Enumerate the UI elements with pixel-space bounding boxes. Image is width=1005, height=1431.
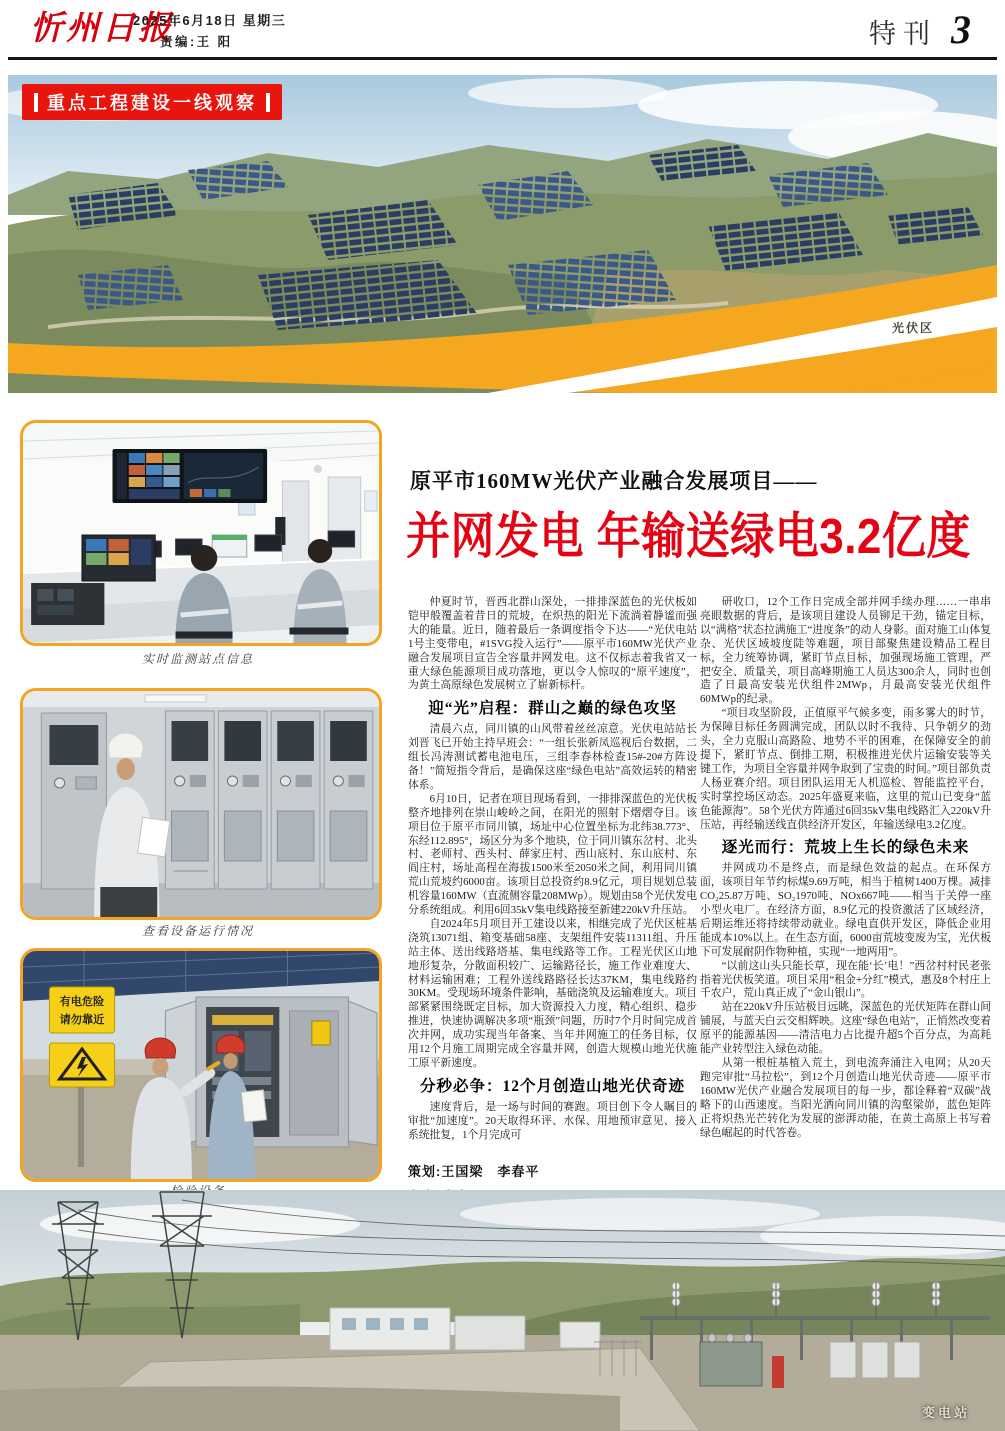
page-number: 3 [951,7,971,52]
article-paragraph: 自2024年5月项目开工建设以来，相继完成了光伏区桩基浇筑13071组、箱变基础58座、支架组件安装11311组、升压站主体、送出线路塔基、集电线路等工作。工程光伏区山地地形复杂，分散面积较广、运输路径长，施工作业难度大、材料运输困难；工程外送线路路径长达37KM，集电线路约30KM。受现场环境条件影响，基础浇筑及运输难度大。项目部紧紧围绕既定目标，加大资源投入力度，精心组织、稳步推进，快速协调解决多项“瓶颈”问题，历时7个月时间完成首次并网，成功实现当年备案、当年并网施工的任务目标，仅用12个月施工周期完成全容量并网，创造大规模山地光伏施工原平新速度。 [408,917,697,1069]
section-label: 特刊 [869,19,937,49]
credit-line: 策划:王国梁 李春平 [408,1163,540,1179]
editor-line: 责编:王 阳 [160,35,233,49]
article-column-1 [408,596,697,1260]
column-2-paragraphs [700,596,991,1140]
substation-illustration [0,1190,1005,1431]
banner-key-projects [22,84,282,120]
solar-farm-aerial-illustration [8,75,997,393]
header-right [869,6,971,53]
date-line: 2025年6月18日 星期三 [133,13,287,28]
banner-label: 重点工程建设一线观察 [47,93,257,113]
banner-bar-right [266,93,270,112]
control-room-photo [20,420,382,646]
column-1-paragraphs [408,596,697,1143]
article-paragraph: 清晨六点，同川镇的山风带着丝丝凉意。光伏电站站长刘晋飞已开始主持早班会：“一组长张新凤巡视后台数据，二组长冯涛测试蓄电池电压，三组李春林检查15#-20#方阵设备！”简短指令背后，是确保这座“绿色电站”高效运转的精密体系。 [408,723,697,791]
control-room-illustration [23,423,379,643]
masthead-logo: 忻州日报 [30,11,174,47]
article-headline: 并网发电 年输送绿电3.2亿度 [406,509,971,565]
article-paragraph: 迎“光”启程：群山之巅的绿色攻坚 [428,700,677,718]
outdoor-inspection-illustration [23,951,379,1179]
bottom-photo-label: 变电站 [922,1405,971,1420]
article-paragraph: “项目攻坚阶段，正值原平气候多变，雨多雾大的时节，为保障目标任务圆满完成，团队以时不我待、只争朝夕的劲头，全力克服山高路险、地势不平的困难，在保障安全的前提下，紧盯节点、倒排工期，积极推进光伏片运输安装等关键工作，为项目全容量并网争取到了宝贵的时间。”项目部负责人杨亚赛介绍。项目团队运用无人机巡检、智能监控平台，实时掌控场区动态。2025年盛夏来临，这里的荒山已变身“蓝色能源海”。58个光伏方阵通过6回35kV集电线路汇入220kV升压站，再经输送线直供经济开发区，年输送绿电3.2亿度。 [700,707,991,831]
article-paragraph: 并网成功不是终点，而是绿色效益的起点。在环保方面，该项目年节约标煤9.69万吨，相当于植树1400万棵。减排CO₂25.87万吨、SO₂1970吨、NOx667吨——相当于关停一座小型火电厂。在经济方面，8.9亿元的投资激活了区域经济，后期运维还将持续带动就业。绿电直供开发区，降低企业用能成本10%以上。在生态方面，6000亩荒坡变废为宝，光伏板下可发展耐阴作物种植，实现“一地两用”。 [700,862,991,958]
switchgear-room-photo [20,688,382,920]
article-paragraph: 分秒必争：12个月创造山地光伏奇迹 [419,1077,685,1095]
article-kicker: 原平市160MW光伏产业融合发展项目—— [410,469,818,493]
article-paragraph: “以前这山头只能长草，现在能‘长’电！”西岔村村民老张指着光伏板笑道。项目采用“租金+分红”模式，惠及8个村庄上千农户，荒山真正成了“金山银山”。 [700,959,991,1000]
article-paragraph: 6月10日，记者在项目现场看到，一排排深蓝色的光伏板整齐地排列在崇山峻岭之间，在阳光的照射下熠熠夺目。该项目位于原平市同川镇，场址中心位置坐标为北纬38.773°、东经112.895°，场区分为多个地块，位于同川镇东岔村、北头村、老师村、西头村、薛家庄村、西山底村、东山底村、东阎庄村，场址高程在海拔1500米至2050米之间，利用同川镇荒山荒坡约6000亩。该项目总投资约8.9亿元，项目规划总装机容量160MW（直流侧容量208MWp）。规划由58个光伏发电分系统组成。利用6回35kV集电线路接至新建220kV升压站。 [408,792,697,917]
article-paragraph: 研收口，12个工作日完成全部并网手续办理……一串串亮眼数据的背后，是该项目建设人员铆足干劲，锚定目标，以“满格”状态拉满施工“进度条”的动人身影。面对施工山体复杂、光伏区域坡度陡等难题，项目部聚焦建设精品工程目标，全力统筹协调，紧盯节点目标，加强现场施工管理，严把安全、质量关，项目高峰期施工人员达300余人，同时也创造了日最高安装光伏组件2MWp，月最高安装光伏组件60MWp的纪录。 [700,596,991,706]
outdoor-inspection-photo [20,948,382,1182]
hero-photo-label: 光伏区 [892,321,935,335]
warning-sign-line2: 请勿靠近 [59,1014,105,1026]
article-paragraph: 仲夏时节，晋西北群山深处，一排排深蓝色的光伏板如铠甲般覆盖着昔日的荒坡，在炽热的阳光下流淌着静谧而强大的能量。近日，随着最后一条调度指令下达——“光伏电站1号主变带电，#1SVG投入运行”——原平市160MW光伏产业融合发展项目宣告全容量并网发电。这不仅标志着我省又一重大绿色能源项目成功落地，更以令人惊叹的“原平速度”，为黄土高原绿色发展树立了崭新标杆。 [408,596,697,692]
warning-sign-line1: 有电危险 [59,996,105,1008]
switchgear-illustration [23,691,379,917]
article-column-2 [700,596,991,1140]
photo-caption-2: 查看设备运行情况 [141,924,254,938]
header-rule [8,57,997,60]
hero-photo [8,75,997,393]
article-paragraph: 逐光而行：荒坡上生长的绿色未来 [721,839,970,857]
article-paragraph: 站在220kV升压站极目远眺，深蓝色的光伏矩阵在群山间铺展，与蓝天白云交相辉映。这座“绿色电站”，正悄然改变着原平的能源基因——清洁电力占比提升超5个百分点，为高耗能产业转型注入绿色动能。 [700,1001,991,1056]
banner-bar-left [34,93,38,112]
article-paragraph: 从第一根桩基植入荒土，到电流奔涌注入电网；从20天跑完审批“马拉松”，到12个月创造山地光伏奇迹——原平市160MW光伏产业融合发展项目的每一步，都诠释着“双碳”战略下的山西速度。当阳光洒向同川镇的沟壑梁峁，蓝色矩阵正将炽热光芒转化为发展的澎湃动能，在黄土高原上书写着绿色崛起的时代答卷。 [700,1057,991,1139]
article-paragraph: 速度背后，是一场与时间的赛跑。项目创下令人瞩目的审批“加速度”。20天取得环评、水保、用地预审意见、接入系统批复，1个月完成可 [408,1100,697,1141]
photo-caption-1: 实时监测站点信息 [141,652,254,666]
substation-photo [0,1190,1005,1431]
